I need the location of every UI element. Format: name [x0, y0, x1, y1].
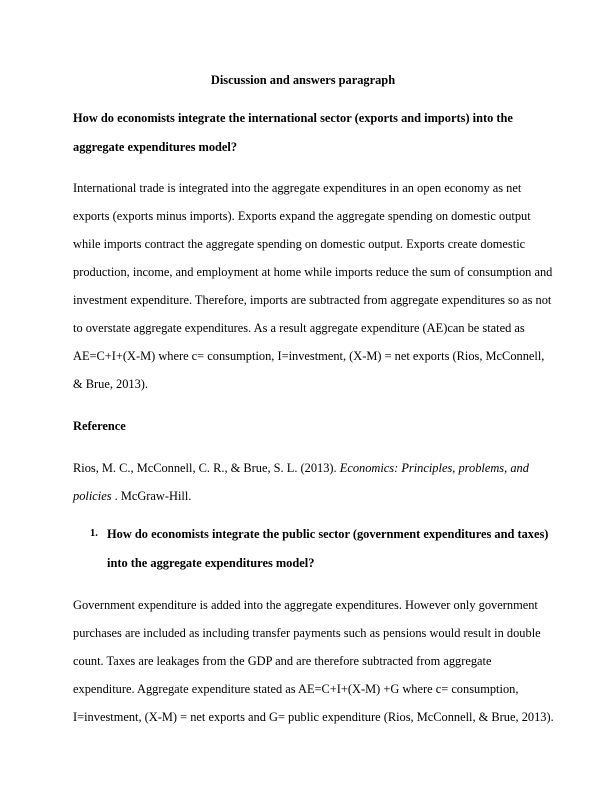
answer-2-line-2: purchases are included as including transfer payments such as pensions would result in double — [73, 626, 541, 640]
reference-line-2 — [73, 488, 191, 504]
reference-authors: Rios, M. C., McConnell, C. R., & Brue, S. L. (2013). — [73, 461, 340, 475]
answer-1-line-5: investment expenditure. Therefore, imports are subtracted from aggregate expenditures so as not — [73, 293, 552, 307]
question-1-line-1: How do economists integrate the international sector (exports and imports) into the — [73, 111, 513, 125]
reference-heading: Reference — [73, 419, 126, 433]
answer-1-line-2: exports (exports minus imports). Exports expand the aggregate spending on domestic output — [73, 209, 531, 223]
answer-1-line-7: AE=C+I+(X-M) where c= consumption, I=investment, (X-M) = net exports (Rios, McConnell, — [73, 349, 545, 363]
answer-1-line-4: production, income, and employment at home while imports reduce the sum of consumption and — [73, 265, 553, 279]
answer-1-line-8: & Brue, 2013). — [73, 377, 149, 391]
question-2-line-1: How do economists integrate the public sector (government expenditures and taxes) — [107, 527, 549, 541]
answer-1-line-6: to overstate aggregate expenditures. As a result aggregate expenditure (AE)can be stated as — [73, 321, 525, 335]
answer-1-line-3: while imports contract the aggregate spending on domestic output. Exports create domestic — [73, 237, 526, 251]
question-2-line-2: into the aggregate expenditures model? — [107, 556, 315, 570]
reference-publisher: . McGraw-Hill. — [111, 489, 192, 503]
document-title: Discussion and answers paragraph — [210, 73, 396, 87]
answer-1-line-1: International trade is integrated into the aggregate expenditures in an open economy as net — [73, 181, 522, 195]
answer-2-line-4: expenditure. Aggregate expenditure stated as AE=C+I+(X-M) +G where c= consumption, — [73, 682, 519, 696]
question-2-number: 1. — [90, 528, 98, 539]
reference-title-part-1: Economics: Principles, problems, and — [339, 461, 529, 475]
answer-2-line-5: I=investment, (X-M) = net exports and G= public expenditure (Rios, McConnell, & Brue, 2013). — [73, 710, 554, 724]
answer-2-line-1: Government expenditure is added into the aggregate expenditures. However only government — [73, 598, 538, 612]
reference-line-1 — [73, 460, 529, 476]
question-1-line-2: aggregate expenditures model? — [73, 140, 238, 154]
reference-title-part-2: policies — [73, 489, 112, 503]
answer-2-line-3: count. Taxes are leakages from the GDP and are therefore subtracted from aggregate — [73, 654, 492, 668]
